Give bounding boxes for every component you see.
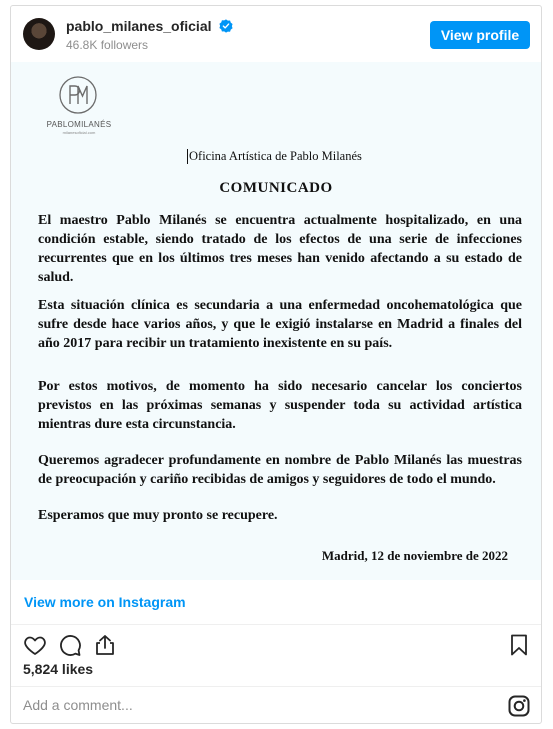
paragraph-4: Queremos agradecer profundamente en nombre de Pablo Milanés las muestras de preocupación y cariño recibidas de amigos y seguidores de todo el mundo. [38, 453, 522, 487]
logo-text: PABLOMILANÉS [46, 120, 112, 129]
username-text[interactable]: pablo_milanes_oficial [66, 18, 212, 34]
instagram-embed-card [10, 5, 542, 724]
verified-icon [219, 19, 233, 33]
comment-icon[interactable] [58, 633, 82, 657]
document-heading: COMUNICADO [219, 180, 333, 196]
view-more-link[interactable]: View more on Instagram [11, 580, 541, 625]
paragraph-2: Esta situación clínica es secundaria a una enfermedad oncohematológica que sufre desde hace varios años, y que le exigió instalarse en Madrid a finales del año 2017 para recibir un tratamiento inexistente en su país. [38, 298, 522, 351]
paragraph-3: Por estos motivos, de momento ha sido necesario cancelar los conciertos previstos en las próximas semanas y suspender toda su actividad artística mientras dure esta circunstancia. [38, 379, 522, 432]
post-image[interactable] [11, 62, 541, 580]
followers-count: 46.8K followers [66, 38, 149, 52]
paragraph-1: El maestro Pablo Milanés se encuentra actualmente hospitalizado, en una condición estable, siendo tratado de los efectos de una serie de infecciones recurrentes que en los últimos tres meses han venido afectando a su estado de salud. [38, 213, 522, 285]
signoff-text: Esperamos que muy pronto se recupere. [38, 508, 278, 523]
heart-icon[interactable] [23, 633, 47, 657]
logo-subtext: milanesoficial.com [62, 130, 96, 135]
office-title: Oficina Artística de Pablo Milanés [189, 149, 362, 163]
document-date: Madrid, 12 de noviembre de 2022 [321, 548, 508, 563]
avatar[interactable] [23, 18, 55, 50]
username[interactable] [66, 18, 233, 34]
comment-bar [11, 686, 541, 725]
post-header [11, 6, 541, 62]
bookmark-icon[interactable] [507, 633, 531, 657]
instagram-icon[interactable] [507, 694, 531, 718]
comment-input[interactable]: Add a comment... [23, 697, 133, 713]
pm-logo-icon [58, 75, 98, 115]
view-profile-button[interactable]: View profile [430, 21, 530, 49]
share-icon[interactable] [93, 633, 117, 657]
action-bar [11, 625, 541, 665]
likes-count[interactable]: 5,824 likes [23, 661, 94, 677]
